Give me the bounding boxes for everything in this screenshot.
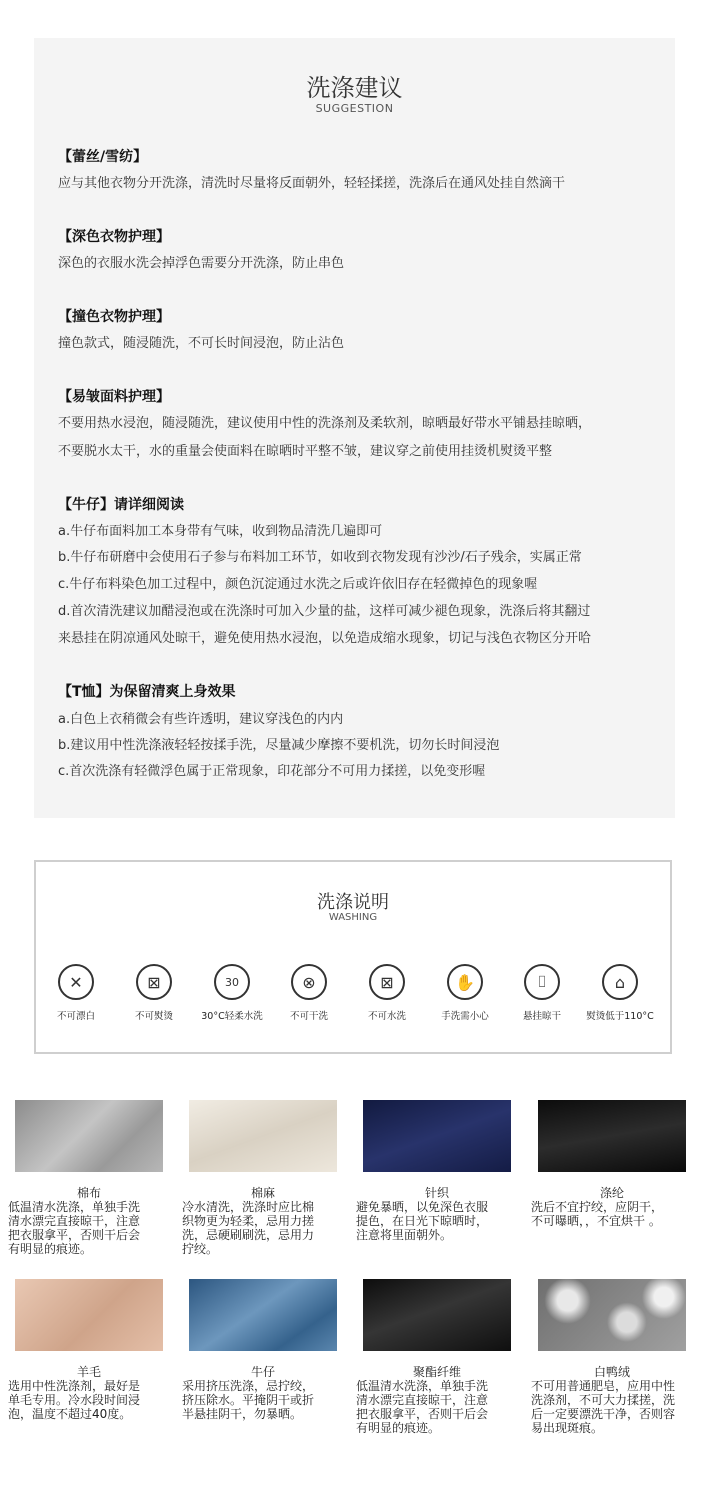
fabric-desc-line: 选用中性洗涤剂，最好是 (8, 1379, 141, 1393)
washing-panel (34, 860, 672, 1054)
fabric-desc-line: 洗，忌硬刷刷洗，忌用力 (182, 1228, 315, 1242)
care-label: 不可熨烫 (134, 1011, 173, 1022)
care-item-no-dry-clean (269, 964, 349, 1022)
gentle-wash-30-icon: 30 (214, 964, 250, 1000)
fabric-swatch-image (15, 1100, 163, 1172)
care-label: 30°C轻柔水洗 (201, 1011, 263, 1022)
fabric-card-denim (178, 1279, 348, 1421)
washing-subtitle: WASHING (328, 912, 378, 923)
fabric-card-polyester (527, 1100, 697, 1228)
section-line-denim-a: a.牛仔布面料加工本身带有气味，收到物品清洗几遍即可 (58, 524, 383, 539)
fabric-name: 羊毛 (76, 1365, 101, 1379)
fabric-name: 白鸭绒 (593, 1365, 630, 1379)
section-line-denim-e: 来悬挂在阴凉通风处晾干，避免使用热水浸泡，以免造成缩水现象，切记与浅色衣物区分开哈 (58, 631, 592, 646)
fabric-desc-line: 有明显的痕迹。 (8, 1242, 93, 1256)
fabric-card-knit (352, 1100, 522, 1242)
fabric-desc-line: 拧绞。 (182, 1242, 219, 1256)
fabric-desc-line: 注意将里面朝外。 (356, 1228, 453, 1242)
fabric-desc-line: 不可曝晒，，不宜烘干 。 (531, 1214, 661, 1228)
fabric-desc-line: 避免暴晒，以免深色衣服 (356, 1200, 489, 1214)
fabric-swatch-image (363, 1279, 511, 1351)
fabric-card-cotton (4, 1100, 174, 1256)
fabric-swatch-image (363, 1100, 511, 1172)
fabric-desc-line: 低温清水洗涤，单独手洗 (356, 1379, 489, 1393)
section-line-tshirt-a: a.白色上衣稍微会有些许透明，建议穿浅色的内内 (58, 712, 344, 727)
no-dry-clean-icon: ⊗ (291, 964, 327, 1000)
care-label: 手洗需小心 (441, 1011, 489, 1022)
suggestion-subtitle: SUGGESTION (315, 102, 394, 115)
fabric-desc-line: 冷水清洗，洗涤时应比棉 (182, 1200, 315, 1214)
washing-title: 洗涤说明 (317, 892, 389, 913)
fabric-swatch-image (15, 1279, 163, 1351)
fabric-name: 牛仔 (250, 1365, 275, 1379)
fabric-desc-line: 不可用普通肥皂，应用中性 (531, 1379, 676, 1393)
section-line-wrinkle-1: 不要用热水浸泡，随浸随洗，建议使用中性的洗涤剂及柔软剂，晾晒最好带水平铺悬挂晾晒， (58, 416, 592, 431)
fabric-swatch-image (538, 1279, 686, 1351)
hand-wash-icon: ✋ (447, 964, 483, 1000)
fabric-swatch-image (189, 1279, 337, 1351)
no-iron-icon: ⊠ (136, 964, 172, 1000)
fabric-name: 针织 (424, 1186, 449, 1200)
fabric-desc-line: 织物更为轻柔，忌用力搓 (182, 1214, 315, 1228)
fabric-desc-line: 单毛专用。冷水段时间浸 (8, 1393, 141, 1407)
fabric-desc-line: 半悬挂阴干，勿暴晒。 (182, 1407, 303, 1421)
fabric-name: 聚酯纤维 (412, 1365, 461, 1379)
no-bleach-icon: ✕ (58, 964, 94, 1000)
fabric-desc-line: 把衣服拿平，否则干后会 (356, 1407, 489, 1421)
fabric-desc-line: 把衣服拿平，否则干后会 (8, 1228, 141, 1242)
fabric-desc-line: 易出现斑痕。 (531, 1421, 604, 1435)
fabric-desc-line: 挤压除水。平掩阴干或折 (182, 1393, 315, 1407)
fabric-name: 棉麻 (250, 1186, 275, 1200)
care-label: 熨烫低于110°C (586, 1011, 654, 1022)
care-item-hang-dry (502, 964, 582, 1022)
care-item-gentle-wash (192, 964, 272, 1022)
fabric-desc-line: 洗后不宜拧绞，应阴干， (531, 1200, 664, 1214)
fabric-desc-line: 后一定要漂洗干净，否则容 (531, 1407, 676, 1421)
care-label: 不可漂白 (56, 1011, 95, 1022)
section-line-denim-d: d.首次清洗建议加醋浸泡或在洗涤时可加入少量的盐，这样可减少褪色现象，洗涤后将其翻过 (58, 604, 591, 619)
section-heading-dark: 【深色衣物护理】 (58, 229, 170, 245)
fabric-desc-line: 清水漂完直接晾干，注意 (8, 1214, 141, 1228)
section-line-denim-b: b.牛仔布研磨中会使用石子参与布料加工环节，如收到衣物发现有沙沙/石子残余，实属正常 (58, 550, 582, 565)
fabric-desc-line: 清水漂完直接晾干，注意 (356, 1393, 489, 1407)
care-label: 不可水洗 (367, 1011, 406, 1022)
section-line-denim-c: c.牛仔布料染色加工过程中，颜色沉淀通过水洗之后或许依旧存在轻微掉色的现象喔 (58, 577, 538, 592)
fabric-swatch-image (189, 1100, 337, 1172)
section-line-dark-1: 深色的衣服水洗会掉浮色需要分开洗涤，防止串色 (58, 256, 345, 271)
fabric-desc-line: 洗涤剂，不可大力揉搓，洗 (531, 1393, 676, 1407)
section-line-tshirt-c: c.首次洗涤有轻微浮色属于正常现象，印花部分不可用力揉搓，以免变形喔 (58, 764, 486, 779)
suggestion-panel (34, 38, 675, 818)
section-heading-wrinkle: 【易皱面料护理】 (58, 389, 170, 405)
hang-dry-icon: ⌷ (524, 964, 560, 1000)
fabric-card-polyester-fiber (352, 1279, 522, 1435)
fabric-desc-line: 提色，在日光下晾晒时， (356, 1214, 489, 1228)
care-item-no-iron (114, 964, 194, 1022)
fabric-desc-line: 泡，温度不超过40度。 (8, 1407, 132, 1421)
fabric-desc-line: 低温清水洗涤，单独手洗 (8, 1200, 141, 1214)
care-item-iron-low (580, 964, 660, 1022)
fabric-card-white-down (527, 1279, 697, 1435)
section-heading-contrast: 【撞色衣物护理】 (58, 309, 170, 325)
suggestion-title: 洗涤建议 (306, 74, 403, 102)
section-heading-denim: 【牛仔】请详细阅读 (58, 497, 184, 513)
section-line-lace-1: 应与其他衣物分开洗涤，清洗时尽量将反面朝外，轻轻揉搓，洗涤后在通风处挂自然滴干 (58, 176, 566, 191)
section-heading-lace: 【蕾丝/雪纺】 (58, 149, 148, 165)
fabric-name: 棉布 (76, 1186, 101, 1200)
fabric-card-wool (4, 1279, 174, 1421)
care-label: 悬挂晾干 (522, 1011, 561, 1022)
fabric-name: 涤纶 (599, 1186, 624, 1200)
fabric-desc-line: 有明显的痕迹。 (356, 1421, 441, 1435)
fabric-desc-line: 采用挤压洗涤，忌拧绞， (182, 1379, 315, 1393)
iron-low-icon: ⌂ (602, 964, 638, 1000)
care-item-hand-wash (425, 964, 505, 1022)
section-heading-tshirt: 【T恤】为保留清爽上身效果 (58, 684, 236, 700)
care-item-no-wash (347, 964, 427, 1022)
section-line-tshirt-b: b.建议用中性洗涤液轻轻按揉手洗，尽量减少摩擦不要机洗，切勿长时间浸泡 (58, 738, 500, 753)
section-line-contrast-1: 撞色款式，随浸随洗，不可长时间浸泡，防止沾色 (58, 336, 345, 351)
fabric-swatch-image (538, 1100, 686, 1172)
care-item-no-bleach (36, 964, 116, 1022)
section-line-wrinkle-2: 不要脱水太干，水的重量会使面料在晾晒时平整不皱，建议穿之前使用挂烫机熨烫平整 (58, 444, 553, 459)
no-wash-icon: ⊠ (369, 964, 405, 1000)
care-label: 不可干洗 (289, 1011, 328, 1022)
fabric-card-linen (178, 1100, 348, 1256)
